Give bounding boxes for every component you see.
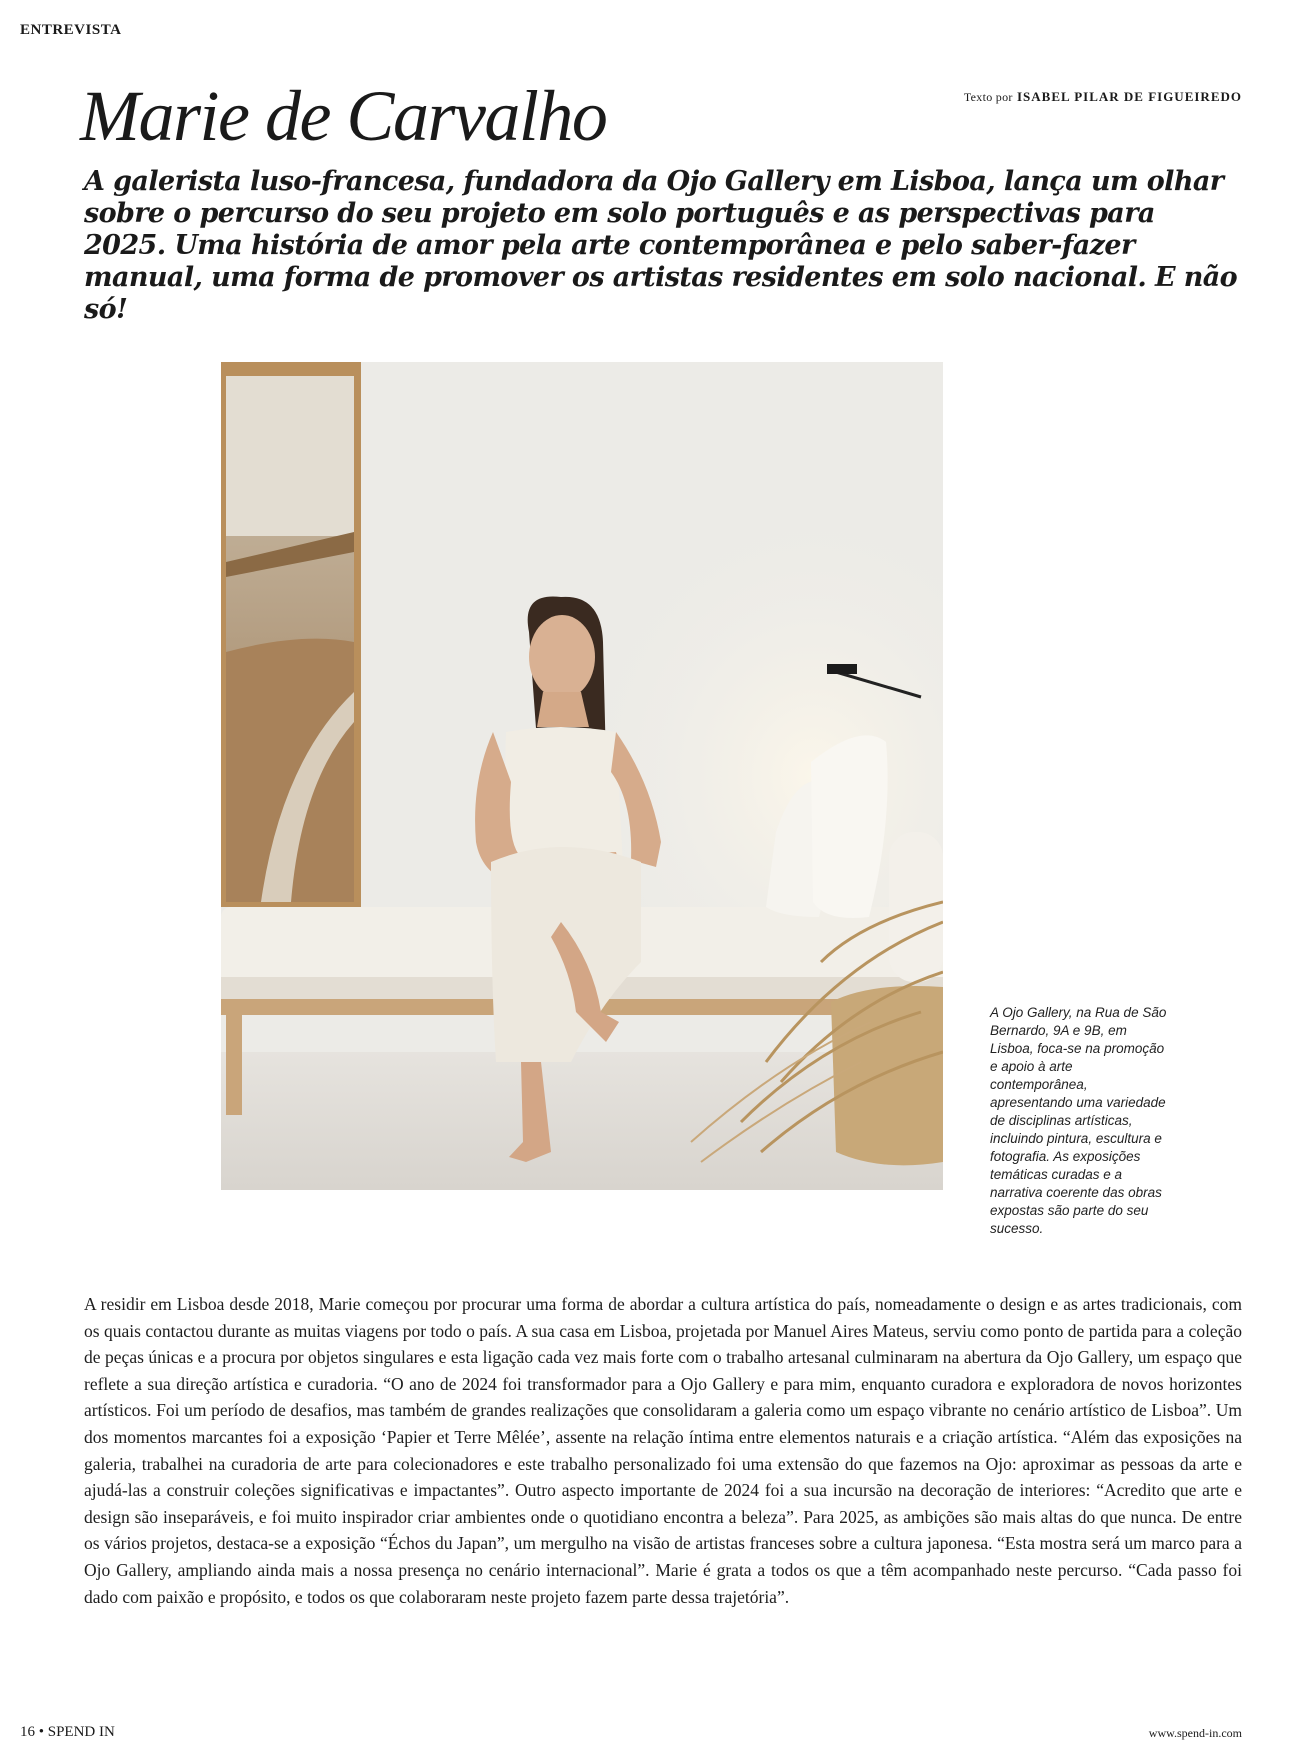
portrait-illustration (221, 362, 943, 1190)
section-label: ENTREVISTA (20, 22, 122, 38)
photo-caption: A Ojo Gallery, na Rua de São Bernardo, 9A e 9B, em Lisboa, foca-se na promoção e apoio à arte contemporânea, apresentando uma variedade de disciplinas artísticas, incluindo pintura, escultura e fotografia. As exposições temáticas curadas e a narrativa coerente das obras expostas são parte do seu sucesso. (990, 1005, 1167, 1236)
article-body: A residir em Lisboa desde 2018, Marie começou por procurar uma forma de abordar a cultura artística do país, nomeadamente o design e as artes tradicionais, com os quais contactou durante as muitas viagens por todo o país. A sua casa em Lisboa, projetada por Manuel Aires Mateus, serviu como ponto de partida para a coleção de peças únicas e a procura por objetos singulares e esta ligação cada vez mais forte com o trabalho artesanal culminaram na abertura da Ojo Gallery, um espaço que reflete a sua direção artística e curadoria. “O ano de 2024 foi transformador para a Ojo Gallery e para mim, enquanto curadora e exploradora de novos horizontes artísticos. Foi um período de desafios, mas também de grandes realizações que consolidaram a galeria como um espaço vibrante no cenário artístico de Lisboa”. Um dos momentos marcantes foi a exposição ‘Papier et Terre Mêlée’, assente na relação íntima entre elementos naturais e a criação artística. “Além das exposições na galeria, trabalhei na curadoria de arte para colecionadores e este trabalho personalizado foi uma extensão do que fazemos na Ojo: aproximar as pessoas da arte e ajudá-las a construir coleções significativas e impactantes”. Outro aspecto importante de 2024 foi a sua incursão na decoração de interiores: “Acredito que arte e design são inseparáveis, e foi muito inspirador criar ambientes onde o quotidiano encontra a beleza”. Para 2025, as ambições são mais altas do que nunca. De entre os vários projetos, destaca-se a exposição “Échos du Japan”, um mergulho na visão de artistas franceses sobre a cultura japonesa. “Esta mostra será um marco para a Ojo Gallery, ampliando ainda mais a nossa presença no cenário internacional”. Marie é grata a todos os que a têm acompanhado neste percurso. “Cada passo foi dado com paixão e propósito, e todos os que colaboraram neste projeto fazem parte dessa trajetória”. (84, 1294, 1242, 1607)
byline-author: ISABEL PILAR DE FIGUEIREDO (1016, 89, 1242, 104)
byline-prefix: Texto por (963, 90, 1013, 104)
page-number: 16 • SPEND IN (20, 1724, 115, 1740)
publication-url[interactable]: www.spend-in.com (1148, 1726, 1242, 1740)
artwork-frame (221, 362, 361, 907)
portrait-photo (221, 362, 943, 1190)
article-lead: A galerista luso-francesa, fundadora da Ojo Gallery em Lisboa, lança um olhar sobre o percurso do seu projeto em solo português e as perspectivas para 2025. Uma história de amor pela arte contemporânea e pelo saber-fazer manual, uma forma de promover os artistas residentes em solo nacional. E não só! (84, 166, 1238, 325)
byline (964, 89, 1242, 105)
article-title: Marie de Carvalho (80, 76, 607, 156)
